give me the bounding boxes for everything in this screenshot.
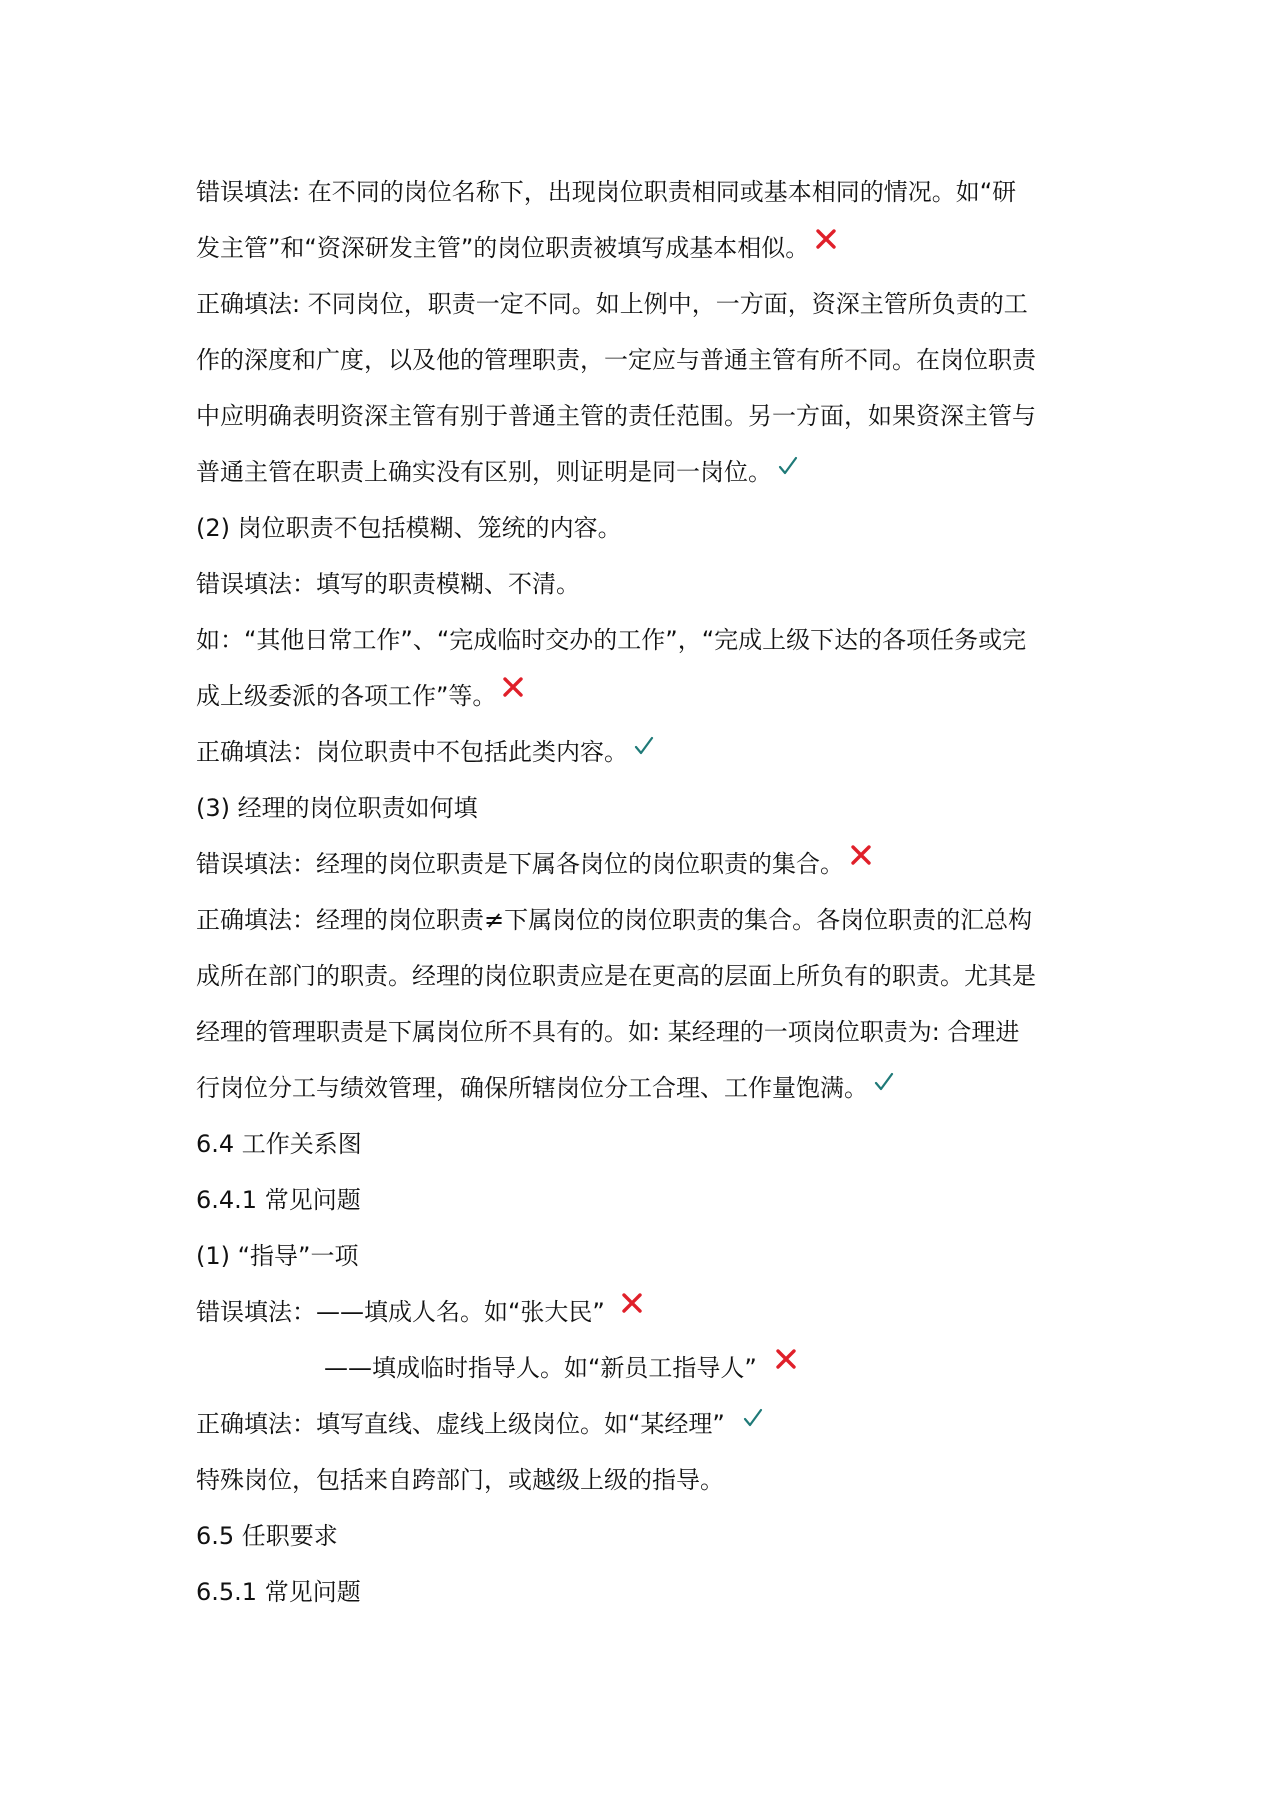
cross-mark-icon [502, 676, 524, 698]
text-line: ——填成临时指导人。如“新员工指导人” [324, 1351, 797, 1385]
text-line: 正确填法：岗位职责中不包括此类内容。 [196, 735, 654, 769]
text-line: 作的深度和广度，以及他的管理职责，一定应与普通主管有所不同。在岗位职责 [196, 346, 1036, 374]
text-line: 行岗位分工与绩效管理，确保所辖岗位分工合理、工作量饱满。 [196, 1071, 894, 1105]
text-line: 经理的管理职责是下属岗位所不具有的。如: 某经理的一项岗位职责为: 合理进 [196, 1018, 1020, 1046]
text-line: (2) 岗位职责不包括模糊、笼统的内容。 [196, 514, 622, 542]
section-heading: 6.4 工作关系图 [196, 1130, 362, 1158]
text-line: 错误填法：经理的岗位职责是下属各岗位的岗位职责的集合。 [196, 847, 872, 881]
text-line: (3) 经理的岗位职责如何填 [196, 794, 478, 822]
text-line: 错误填法：填写的职责模糊、不清。 [196, 570, 580, 598]
text-line: (1) “指导”一项 [196, 1242, 359, 1270]
check-mark-icon [634, 736, 654, 756]
cross-mark-icon [815, 228, 837, 250]
text-line: 正确填法：填写直线、虚线上级岗位。如“某经理” [196, 1407, 763, 1441]
text-line: 如：“其他日常工作”、“完成临时交办的工作”，“完成上级下达的各项任务或完 [196, 626, 1027, 654]
text-line: 发主管”和“资深研发主管”的岗位职责被填写成基本相似。 [196, 231, 837, 265]
text-line: 成上级委派的各项工作”等。 [196, 679, 524, 713]
cross-mark-icon [775, 1348, 797, 1370]
text-line: 中应明确表明资深主管有别于普通主管的责任范围。另一方面，如果资深主管与 [196, 402, 1036, 430]
subsection-heading: 6.4.1 常见问题 [196, 1186, 361, 1214]
check-mark-icon [874, 1072, 894, 1092]
check-mark-icon [743, 1408, 763, 1428]
text-line: 正确填法: 不同岗位，职责一定不同。如上例中，一方面，资深主管所负责的工 [196, 290, 1028, 318]
cross-mark-icon [850, 844, 872, 866]
subsection-heading: 6.5.1 常见问题 [196, 1578, 361, 1606]
text-line: 错误填法: 在不同的岗位名称下，出现岗位职责相同或基本相同的情况。如“研 [196, 178, 1017, 206]
text-line: 特殊岗位，包括来自跨部门，或越级上级的指导。 [196, 1466, 724, 1494]
text-line: 正确填法：经理的岗位职责≠下属岗位的岗位职责的集合。各岗位职责的汇总构 [196, 906, 1033, 934]
text-line: 错误填法：——填成人名。如“张大民” [196, 1295, 643, 1329]
text-line: 成所在部门的职责。经理的岗位职责应是在更高的层面上所负有的职责。尤其是 [196, 962, 1036, 990]
check-mark-icon [778, 456, 798, 476]
section-heading: 6.5 任职要求 [196, 1522, 338, 1550]
text-line: 普通主管在职责上确实没有区别，则证明是同一岗位。 [196, 455, 798, 489]
cross-mark-icon [621, 1292, 643, 1314]
